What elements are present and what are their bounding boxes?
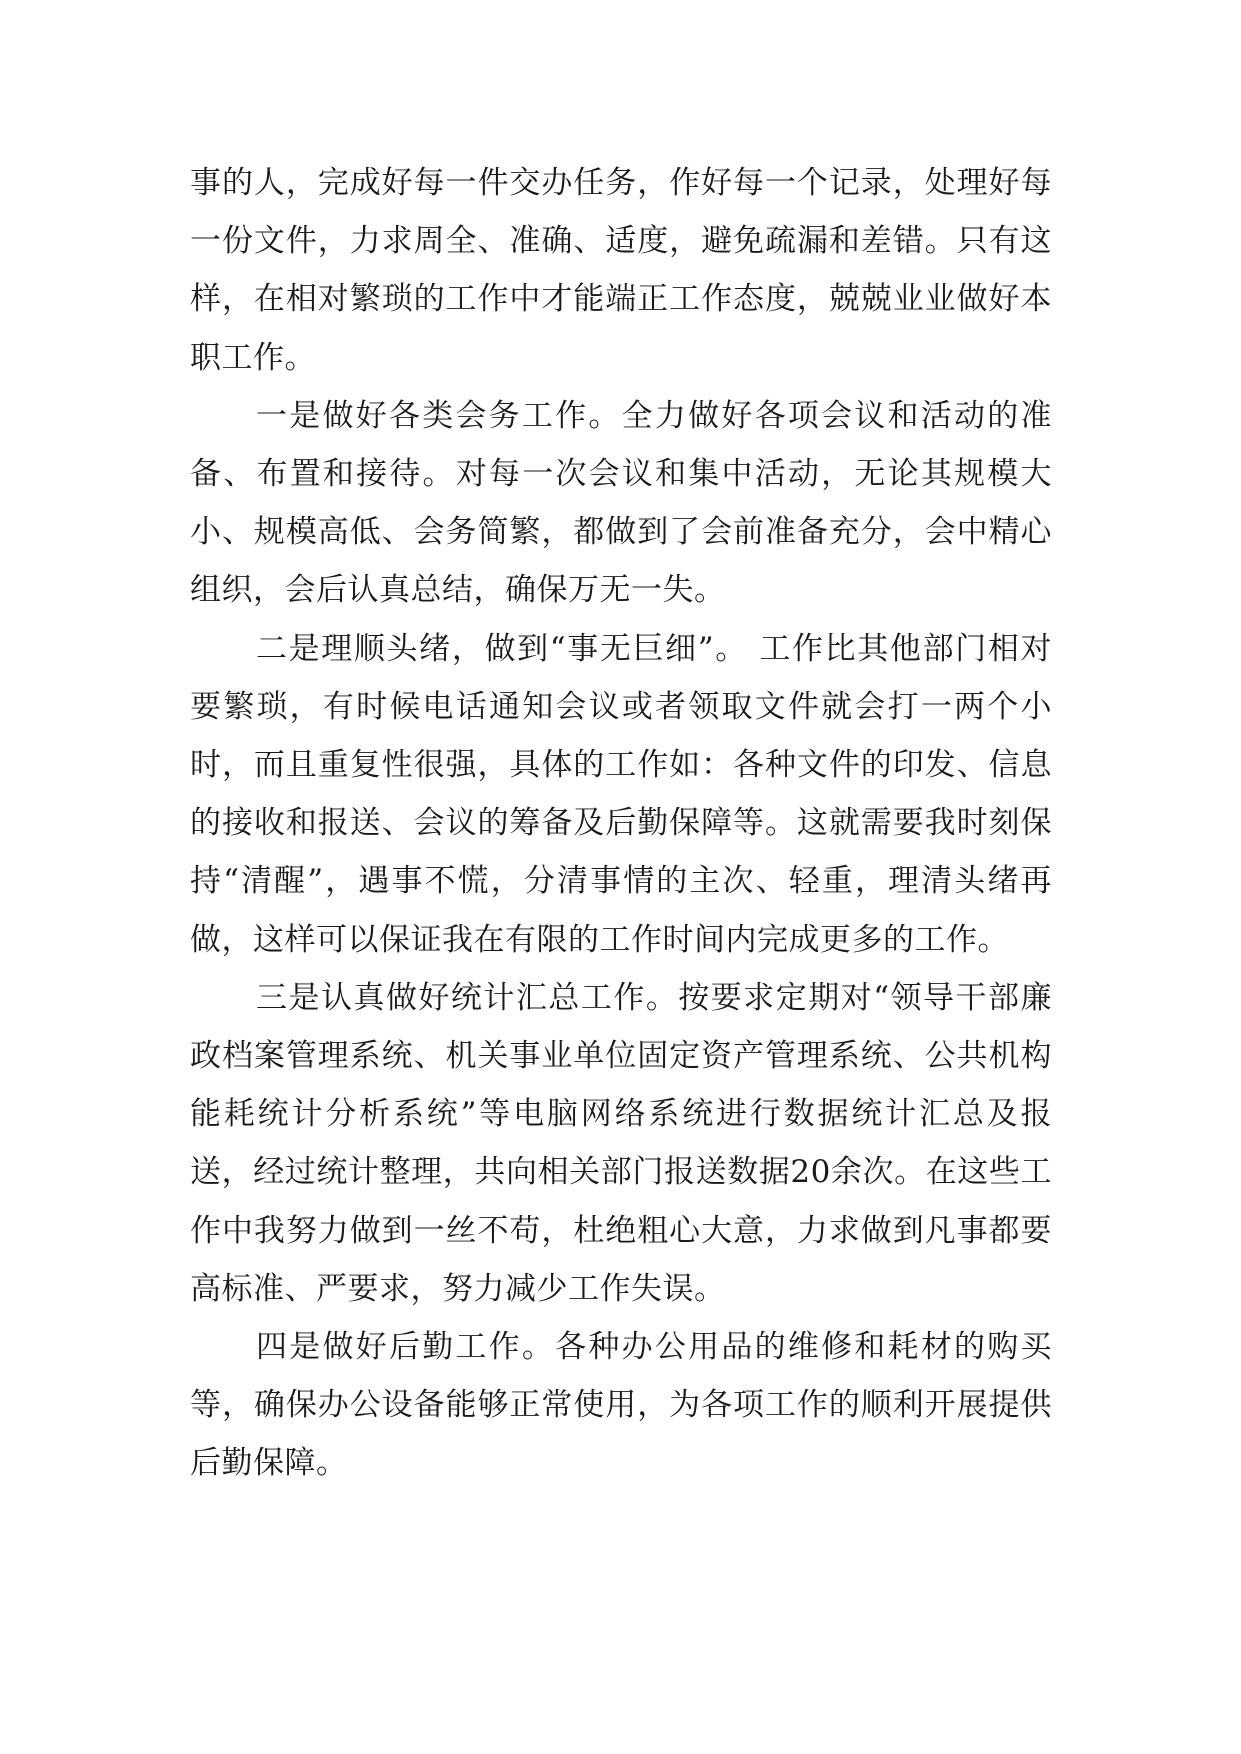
paragraph-continuation: 事的人，完成好每一件交办任务，作好每一个记录，处理好每一份文件，力求周全、准确、适度，避免疏漏和差错。只有这样，在相对繁琐的工作中才能端正工作态度，兢兢业业做好本职工作。 [190,165,1052,376]
paragraph-sorting-tasks: 二是理顺头绪，做到“事无巨细”。 工作比其他部门相对要繁琐，有时候电话通知会议或者领取文件就会打一两个小时，而且重复性很强，具体的工作如：各种文件的印发、信息的接收和报送、会议的筹备及后勤保障等。这就需要我时刻保持“清醒”，遇事不慌，分清事情的主次、轻重，理清头绪再做，这样可以保证我在有限的工作时间内完成更多的工作。 [190,630,1052,958]
paragraph-logistics-work: 四是做好后勤工作。各种办公用品的维修和耗材的购买等，确保办公设备能够正常使用，为各项工作的顺利开展提供后勤保障。 [190,1329,1052,1482]
paragraph-statistics-work: 三是认真做好统计汇总工作。按要求定期对“领导干部廉政档案管理系统、机关事业单位固定资产管理系统、公共机构能耗统计分析系统”等电脑网络系统进行数据统计汇总及报送，经过统计整理，共向相关部门报送数据20余次。在这些工作中我努力做到一丝不苟，杜绝粗心大意，力求做到凡事都要高标准、严要求，努力减少工作失误。 [190,979,1052,1307]
paragraph-meeting-work: 一是做好各类会务工作。全力做好各项会议和活动的准备、布置和接待。对每一次会议和集中活动，无论其规模大小、规模高低、会务简繁，都做到了会前准备充分，会中精心组织，会后认真总结，确保万无一失。 [190,397,1052,609]
document-body [190,154,1052,1493]
